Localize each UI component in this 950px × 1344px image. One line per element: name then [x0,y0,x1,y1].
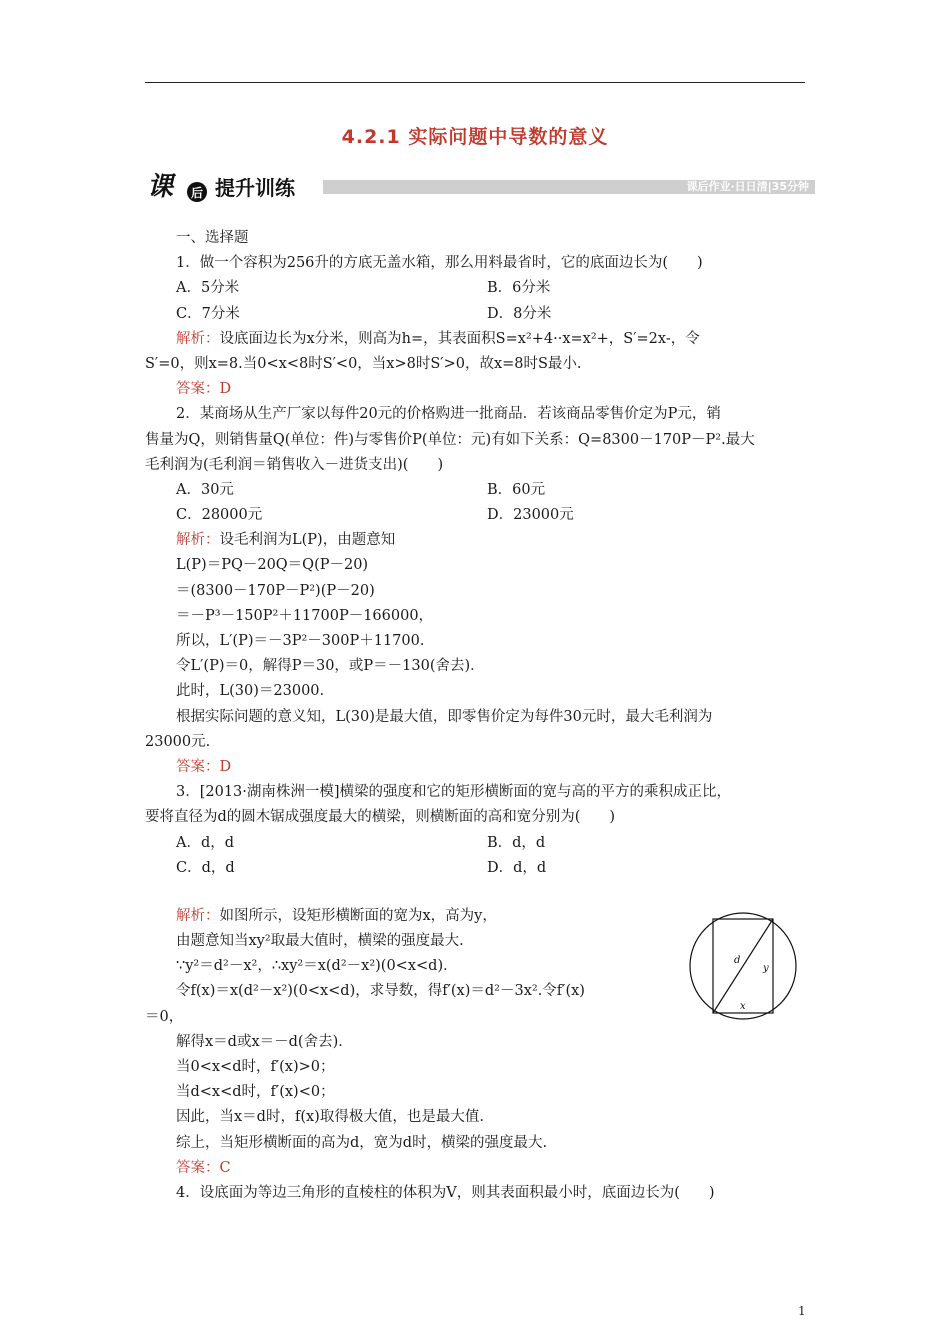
q2-analysis-line: L(P)＝PQ－20Q＝Q(P－20) [176,557,369,574]
figure-label-y: y [763,963,769,974]
q3-analysis-line: 令f(x)＝x(d²－x²)(0<x<d)，求导数，得f′(x)＝d²－3x².令f′(x) [176,983,585,1000]
q2-stem-2: 售量为Q，则销售量Q(单位：件)与零售价P(单位：元)有如下关系：Q=8300－170P－P².最大 [145,431,755,448]
q2-analysis-line: 根据实际问题的意义知，L(30)是最大值，即零售价定为每件30元时，最大毛利润为 [176,708,713,725]
q1-option-b: B．6分米 [487,280,551,297]
document-body [145,226,815,1206]
q2-option-d: D．23000元 [487,507,574,524]
q1-answer: 答案：D [176,381,232,398]
q2-analysis-line: 此时，L(30)＝23000. [176,683,325,700]
q2-analysis-label: 解析： [176,532,220,549]
q2-analysis-line: ＝(8300－170P－P²)(P－20) [176,582,375,599]
q3-stem-2: 要将直径为d的圆木锯成强度最大的横梁，则横断面的高和宽分别为( ) [145,809,616,826]
q2-options-row-2 [145,503,815,528]
q3-options-row-2 [145,856,815,881]
section-banner [145,168,815,204]
q3-analysis-text: 如图所示，设矩形横断面的宽为x，高为y， [219,907,497,924]
q1-option-a: A．5分米 [176,280,240,297]
q3-analysis-line: 当d<x<d时，f′(x)<0； [176,1084,335,1101]
top-rule [145,82,805,83]
q2-analysis-line: 令L′(P)＝0，解得P＝30，或P＝－130(舍去)． [176,658,485,675]
section-heading: 一、选择题 [176,230,249,246]
q3-analysis-line: 当0<x<d时，f′(x)>0； [176,1059,335,1075]
q3-options-row-1 [145,831,815,856]
q2-stem-3: 毛利润为(毛利润＝销售收入－进货支出)( ) [145,456,444,473]
q2-analysis-first [145,528,815,553]
q1-options-row-1 [145,276,815,301]
q3-answer: 答案：C [176,1159,231,1176]
q2-option-b: B．60元 [487,481,546,498]
q3-analysis-wrap: ＝0， [145,1008,184,1025]
q3-option-b: B．d，d [487,834,546,851]
q3-analysis-line: 综上，当矩形横断面的高为d，宽为d时，横梁的强度最大. [176,1134,548,1151]
q3-analysis-line: 因此，当x＝d时，f(x)取得极大值，也是最大值. [176,1109,484,1126]
q4-stem: 4．设底面为等边三角形的直棱柱的体积为V，则其表面积最小时，底面边长为( ) [176,1184,715,1201]
q3-option-d: D．d，d [487,859,547,876]
q2-option-c: C．28000元 [176,507,263,524]
q2-answer: 答案：D [176,758,232,775]
q1-option-c: C．7分米 [176,305,240,322]
banner-logo [145,168,213,204]
q1-analysis-2: S′=0，则x=8.当0<x<8时S′<0，当x>8时S′>0，故x=8时S最小. [145,355,582,372]
figure-label-d: d [734,955,741,966]
q2-option-a: A．30元 [176,481,234,498]
banner-heading: 提升训练 [215,176,295,200]
q3-analysis-line: ∵y²＝d²－x²，∴xy²＝x(d²－x²)(0<x<d)． [176,958,458,975]
q1-analysis-label: 解析： [176,330,220,347]
svg-text:后: 后 [191,186,204,200]
q1-analysis-text-1: 设底面边长为x分米，则高为h=，其表面积S=x²+4··x=x²+，S′=2x-，令 [219,330,700,347]
q3-option-c: C．d，d [176,859,235,876]
q2-stem-1: 2．某商场从生产厂家以每件20元的价格购进一批商品．若该商品零售价定为P元，销 [176,406,721,423]
q1-stem: 1．做一个容积为256升的方底无盖水箱，那么用料最省时，它的底面边长为( ) [176,255,703,272]
page-title: 4.2.1 实际问题中导数的意义 [341,126,609,148]
q1-option-d: D．8分米 [487,305,552,322]
q3-beam-figure [688,911,798,1021]
page-number: 1 [798,1304,806,1318]
q2-analysis-line: 所以，L′(P)＝－3P²－300P＋11700. [176,633,425,649]
figure-label-x: x [740,1001,746,1012]
q2-analysis-last: 23000元. [145,733,211,750]
q3-analysis-label: 解析： [176,907,220,924]
q3-stem-1: 3．[2013·湖南株洲一模]横梁的强度和它的矩形横断面的宽与高的平方的乘积成正比， [176,784,732,801]
q3-analysis-line: 由题意知当xy²取最大值时，横梁的强度最大. [176,933,464,950]
q2-options-row-1 [145,478,815,503]
q1-options-row-2 [145,302,815,327]
q2-analysis-text: 设毛利润为L(P)，由题意知 [219,532,396,549]
q3-analysis-line: 解得x＝d或x＝－d(舍去)． [176,1033,353,1050]
q1-analysis-1 [145,327,815,352]
q2-analysis-line: ＝－P³－150P²＋11700P－166000， [176,607,434,624]
banner-tagline: 课后作业·日日清|35分钟 [686,180,809,193]
q3-option-a: A．d，d [176,834,235,851]
banner-bar [323,180,815,194]
spacer [145,881,815,904]
svg-text:课: 课 [147,172,174,202]
